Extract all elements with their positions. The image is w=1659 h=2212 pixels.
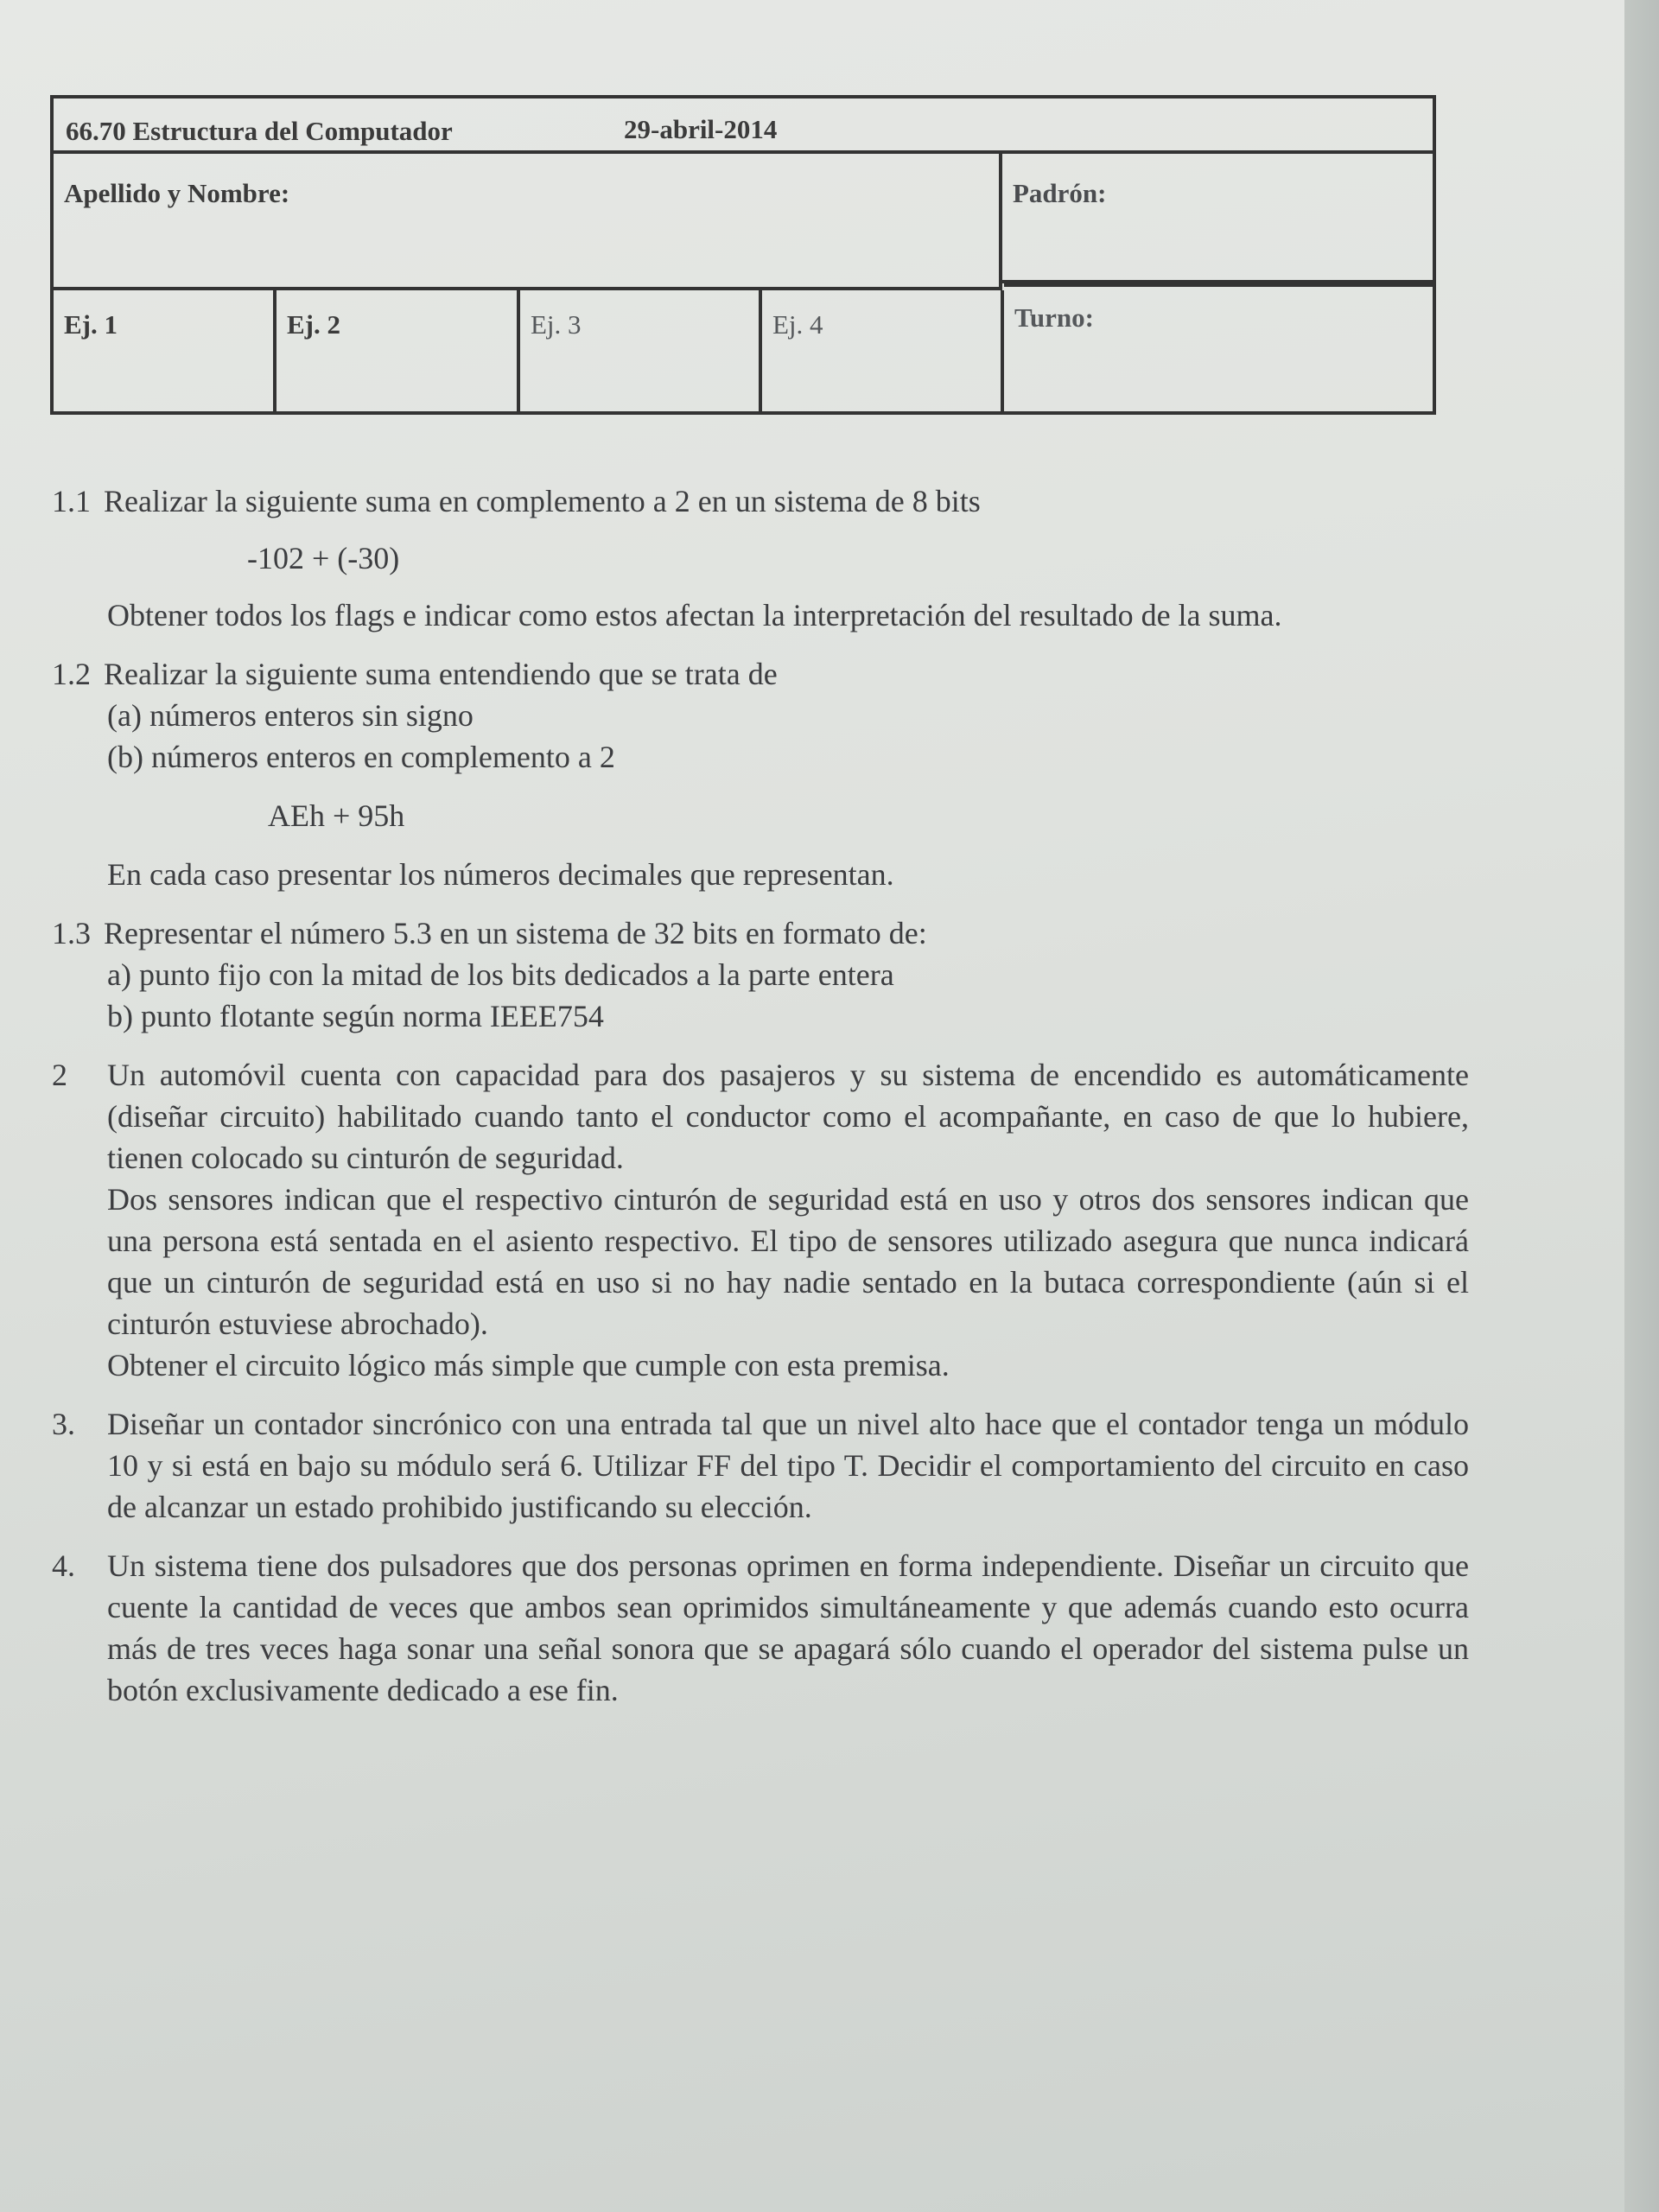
exercise-number: 1.1 (52, 484, 91, 518)
exercise-number: 4. (52, 1548, 75, 1583)
exam-date: 29-abril-2014 (624, 114, 778, 144)
exercise-detail: Obtener todos los flags e indicar como estos afectan la interpretación del resultado de la suma. (107, 598, 1282, 632)
exercise-expression: -102 + (-30) (247, 541, 400, 575)
course-title: 66.70 Estructura del Computador (66, 116, 453, 146)
name-label: Apellido y Nombre: (64, 178, 290, 208)
padron-field[interactable] (1002, 154, 1433, 283)
exercise-number: 3. (52, 1407, 75, 1441)
turno-label: Turno: (1014, 302, 1094, 333)
ej1-label: Ej. 1 (64, 309, 118, 340)
exercise-2 (52, 1054, 1469, 1386)
exercise-number: 1.3 (52, 916, 91, 950)
exercise-statement: Un sistema tiene dos pulsadores que dos personas oprimen en forma independiente. Diseñar un circuito que cuente la cantidad de veces que ambos sean oprimidos simultáneamente y que además cuando esto ocurra más de tres veces haga sonar una señal sonora que se apagará sólo cuando el operador del sistema pulse un botón exclusivamente dedicado a ese fin. (107, 1548, 1469, 1707)
name-field[interactable] (54, 154, 1002, 290)
exercise-number: 2 (52, 1058, 67, 1092)
exercise-option-a: a) punto fijo con la mitad de los bits dedicados a la parte entera (107, 957, 894, 992)
ej4-label: Ej. 4 (772, 309, 823, 340)
exercise-paragraph-1: Un automóvil cuenta con capacidad para dos pasajeros y su sistema de encendido es automáticamente (diseñar circuito) habilitado cuando tanto el conductor como el acompañante, en caso de que lo hubiere, tienen colocado su cinturón de seguridad. (107, 1058, 1469, 1175)
exercise-option-a: (a) números enteros sin signo (107, 698, 474, 733)
ej1-score-cell[interactable] (54, 290, 276, 411)
exercise-paragraph-3: Obtener el circuito lógico más simple que cumple con esta premisa. (107, 1348, 950, 1382)
exercise-1-3 (52, 912, 1469, 1037)
exercise-option-b: b) punto flotante según norma IEEE754 (107, 999, 604, 1033)
exercise-paragraph-2: Dos sensores indican que el respectivo cinturón de seguridad está en uso y otros dos sensores indican que una persona está sentada en el asiento respectivo. El tipo de sensores utilizado asegura que nunca indicará que un cinturón de seguridad está en uso si no hay nadie sentado en la butaca correspondiente (aún si el cinturón estuviese abrochado). (107, 1182, 1469, 1341)
exam-header-table (50, 95, 1436, 415)
exercise-4 (52, 1545, 1469, 1711)
exercise-1-1 (52, 480, 1469, 636)
exercise-3 (52, 1403, 1469, 1528)
exam-body (52, 480, 1469, 1711)
exercise-statement: Realizar la siguiente suma entendiendo que se trata de (104, 657, 778, 691)
ej4-score-cell[interactable] (762, 290, 1004, 411)
exercise-expression: AEh + 95h (268, 798, 405, 833)
exercise-statement: Realizar la siguiente suma en complemento a 2 en un sistema de 8 bits (104, 484, 981, 518)
ej3-label: Ej. 3 (531, 309, 582, 340)
exercise-detail: En cada caso presentar los números decimales que representan. (107, 857, 894, 892)
ej2-label: Ej. 2 (287, 309, 340, 340)
turno-cell[interactable] (1004, 283, 1433, 411)
exercise-statement: Diseñar un contador sincrónico con una entrada tal que un nivel alto hace que el contador tenga un módulo 10 y si está en bajo su módulo será 6. Utilizar FF del tipo T. Decidir el comportamiento del circuito en caso de alcanzar un estado prohibido justificando su elección. (107, 1407, 1469, 1524)
exercise-statement: Representar el número 5.3 en un sistema de 32 bits en formato de: (104, 916, 927, 950)
ej2-score-cell[interactable] (276, 290, 520, 411)
exercise-number: 1.2 (52, 657, 91, 691)
ej3-score-cell[interactable] (520, 290, 762, 411)
exercise-option-b: (b) números enteros en complemento a 2 (107, 740, 615, 774)
paper-edge-shadow (1624, 0, 1659, 2212)
padron-label: Padrón: (1013, 178, 1107, 208)
exercise-1-2 (52, 653, 1469, 895)
header-title-row (54, 99, 1433, 154)
